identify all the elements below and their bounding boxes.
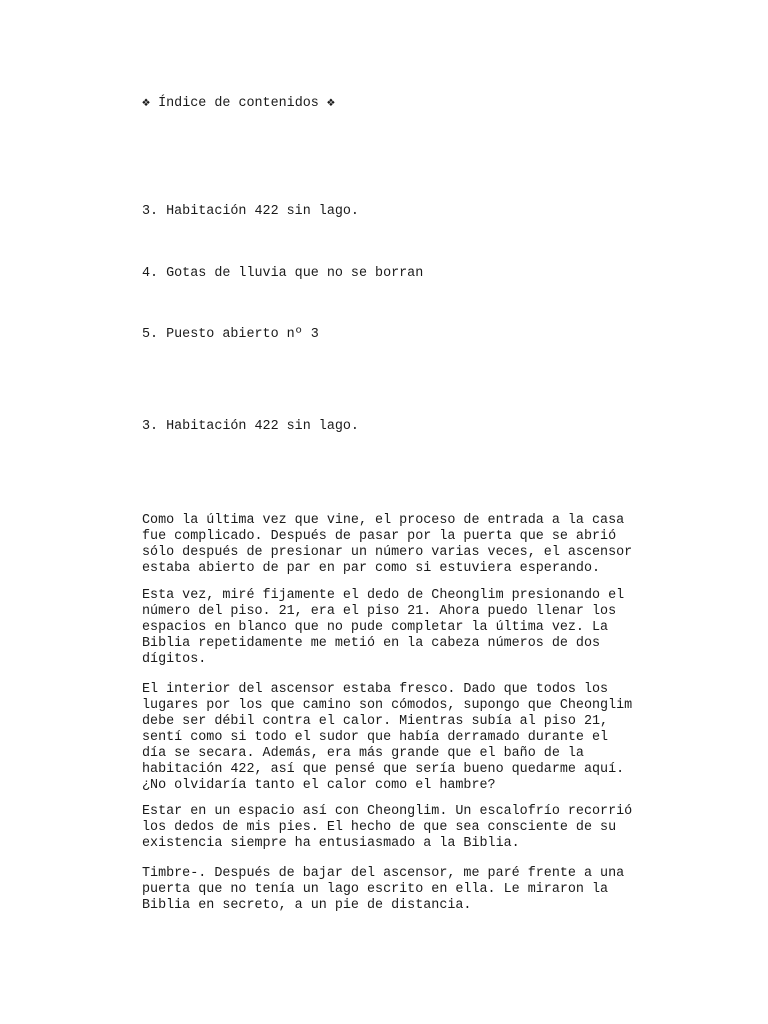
toc-heading: ❖ Índice de contenidos ❖ [142, 96, 335, 111]
paragraph-4: Estar en un espacio así con Cheonglim. Un escalofrío recorrió los dedos de mis pies. El hecho de que sea consciente de su existencia siempre ha entusiasmado a la Biblia. [142, 804, 633, 851]
chapter-title: 3. Habitación 422 sin lago. [142, 419, 359, 434]
toc-item-4[interactable]: 4. Gotas de lluvia que no se borran [142, 266, 424, 281]
paragraph-1: Como la última vez que vine, el proceso de entrada a la casa fue complicado. Después de pasar por la puerta que se abrió sólo después de presionar un número varias veces, el ascensor estaba abierto de par en par como si estuviera esperando. [142, 513, 633, 576]
toc-item-3[interactable]: 3. Habitación 422 sin lago. [142, 204, 359, 219]
paragraph-2: Esta vez, miré fijamente el dedo de Cheonglim presionando el número del piso. 21, era el piso 21. Ahora puedo llenar los espacios en blanco que no pude completar la última vez. La Biblia repetidamente me metió en la cabeza números de dos dígitos. [142, 588, 625, 667]
toc-item-5[interactable]: 5. Puesto abierto nº 3 [142, 327, 319, 342]
paragraph-3: El interior del ascensor estaba fresco. Dado que todos los lugares por los que camino son cómodos, supongo que Cheonglim debe ser débil contra el calor. Mientras subía al piso 21, sentí como si todo el sudor que había derramado durante el día se secara. Además, era más grande que el baño de la habitación 422, así que pensé que sería bueno quedarme aquí. ¿No olvidaría tanto el calor como el hambre? [142, 682, 633, 793]
paragraph-5: Timbre-. Después de bajar del ascensor, me paré frente a una puerta que no tenía un lago escrito en ella. Le miraron la Biblia en secreto, a un pie de distancia. [142, 866, 625, 913]
